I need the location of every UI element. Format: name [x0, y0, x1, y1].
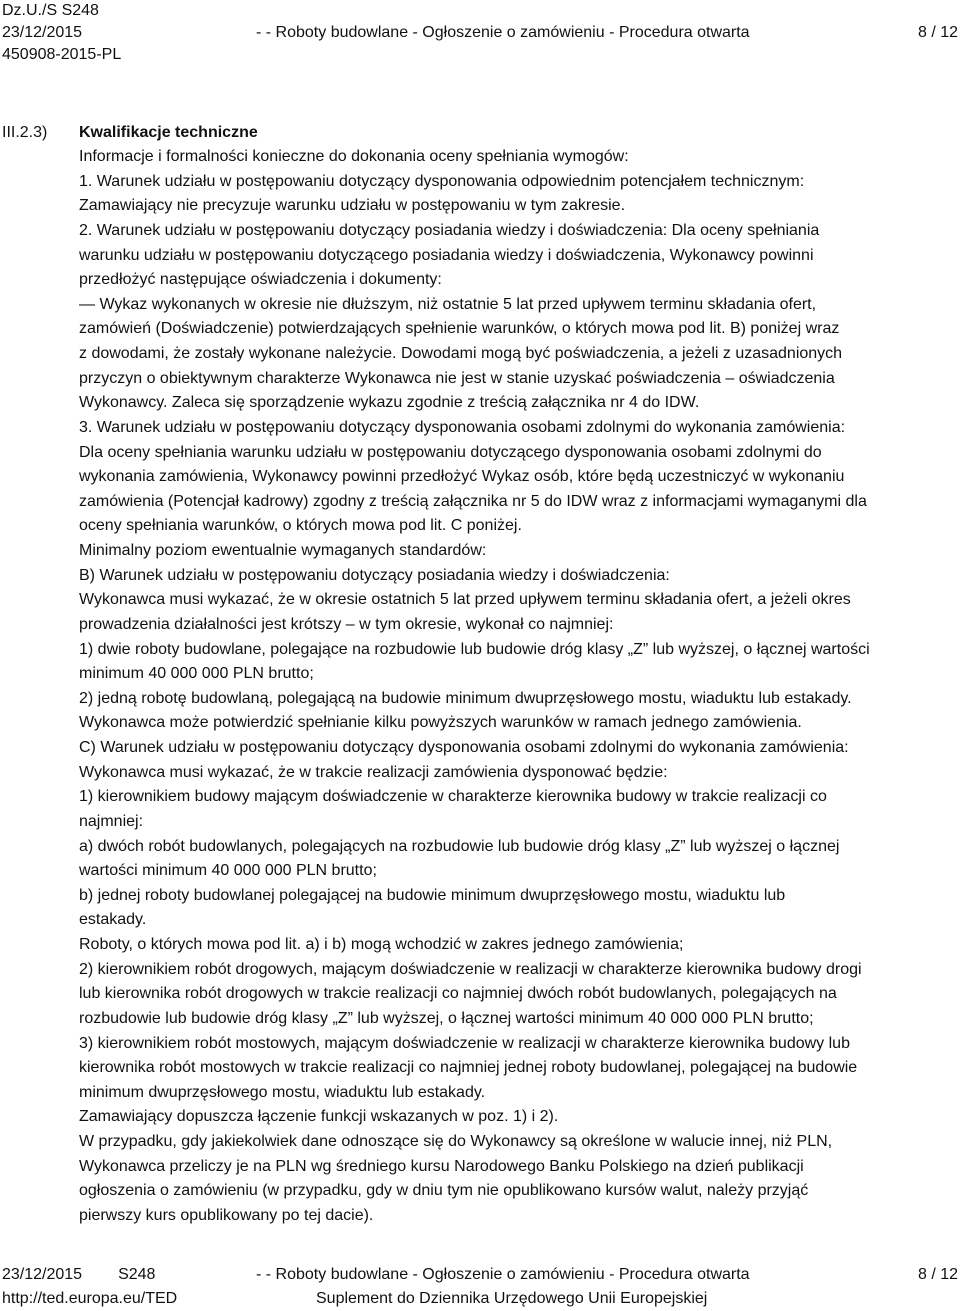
body-line: Wykonawca przeliczy je na PLN wg średniego kursu Narodowego Banku Polskiego na dzień publikacji	[79, 1157, 804, 1175]
body-line: Roboty, o których mowa pod lit. a) i b) mogą wchodzić w zakres jednego zamówienia;	[79, 936, 684, 953]
footer-center-block	[256, 1263, 750, 1311]
body-line: Dla oceny spełniania warunku udziału w postępowaniu dotyczącego dysponowania osobami zdolnymi do	[79, 443, 822, 461]
section-body	[79, 145, 956, 1229]
body-line: Informacje i formalności konieczne do dokonania oceny spełniania wymogów:	[79, 148, 629, 165]
footer-page-number: 8 / 12	[917, 1266, 958, 1283]
body-line: pierwszy kurs opublikowany po tej dacie).	[79, 1206, 374, 1224]
footer-url[interactable]: http://ted.europa.eu/TED	[2, 1290, 178, 1307]
body-line: z dowodami, że zostały wykonane należycie. Dowodami mogą być poświadczenia, a jeżeli z uzasadnionych	[79, 345, 843, 362]
body-line: Zamawiający dopuszcza łączenie funkcji wskazanych w poz. 1) i 2).	[79, 1108, 559, 1126]
body-line: prowadzenia działalności jest krótszy – w tym okresie, wykonał co najmniej:	[79, 615, 614, 633]
body-line: kierownika robót mostowych w trakcie realizacji co najmniej jednej roboty budowlanej, polegającej na budowie	[79, 1059, 858, 1077]
body-line: 1) dwie roboty budowlane, polegające na rozbudowie lub budowie dróg klasy „Z” lub wyższej, o łącznej wartości	[79, 640, 870, 658]
body-line: 2) jedną robotę budowlaną, polegającą na budowie minimum dwuprzęsłowego mostu, wiaduktu lub estakady.	[79, 689, 852, 707]
body-line: zamówień (Doświadczenie) potwierdzających spełnienie warunków, o których mowa pod lit. B) poniżej wraz	[79, 320, 840, 338]
body-line: oceny spełniania warunków, o których mowa pod lit. C poniżej.	[79, 517, 522, 535]
body-line: warunku udziału w postępowaniu dotyczącego posiadania wiedzy i doświadczenia, Wykonawcy powinni	[79, 246, 814, 264]
page-footer	[2, 1263, 958, 1311]
body-line: Wykonawcy. Zaleca się sporządzenie wykazu zgodnie z treścią załącznika nr 4 do IDW.	[79, 394, 700, 412]
body-line: zamówienia (Potencjał kadrowy) zgodny z treścią załącznika nr 5 do IDW wraz z informacjami wymaganymi dla	[79, 492, 867, 510]
body-line: 1. Warunek udziału w postępowaniu dotyczący dysponowania odpowiednim potencjałem technicznym:	[79, 172, 805, 190]
body-line: Wykonawca musi wykazać, że w trakcie realizacji zamówienia dysponować będzie:	[79, 763, 668, 781]
body-line: 3) kierownikiem robót mostowych, mającym doświadczenie w realizacji w charakterze kierownika budowy lub	[79, 1034, 850, 1052]
section-content	[79, 121, 956, 1229]
body-line: wartości minimum 40 000 000 PLN brutto;	[79, 862, 377, 880]
body-line: Wykonawca musi wykazać, że w okresie ostatnich 5 lat przed upływem terminu składania ofert, a jeżeli okres	[79, 591, 851, 609]
body-line: Zamawiający nie precyzuje warunku udziału w postępowaniu w tym zakresie.	[79, 197, 626, 215]
body-line: wykonania zamówienia, Wykonawcy powinni przedłożyć Wykaz osób, które będą uczestniczyć w wykonaniu	[79, 468, 845, 486]
body-line: W przypadku, gdy jakiekolwiek dane odnoszące się do Wykonawcy są określone w walucie innej, niż PLN,	[79, 1133, 833, 1150]
body-line: 2) kierownikiem robót drogowych, mającym doświadczenie w realizacji w charakterze kierownika budowy drogi	[79, 960, 862, 978]
body-line: rozbudowie lub budowie dróg klasy „Z” lub wyższej, o łącznej wartości minimum 40 000 000 PLN brutto;	[79, 1009, 814, 1027]
body-line: przyczyn o obiektywnym charakterze Wykonawca nie jest w stanie uzyskać poświadczenia – oświadczenia	[79, 369, 835, 387]
body-line: minimum 40 000 000 PLN brutto;	[79, 665, 314, 683]
body-line: estakady.	[79, 911, 147, 929]
section-number: III.2.3)	[2, 124, 48, 141]
footer-left-block	[2, 1263, 177, 1311]
journal-reference: Dz.U./S S248	[2, 2, 99, 19]
document-id: 450908-2015-PL	[2, 46, 122, 63]
section-title: Kwalifikacje techniczne	[79, 124, 258, 141]
body-line: C) Warunek udziału w postępowaniu dotyczący dysponowania osobami zdolnymi do wykonania zamówienia:	[79, 739, 849, 756]
body-line: lub kierownika robót drogowych w trakcie realizacji co najmniej dwóch robót budowlanych, polegających na	[79, 985, 837, 1003]
header-title: - - Roboty budowlane - Ogłoszenie o zamówieniu - Procedura otwarta	[256, 24, 750, 41]
body-line: ogłoszenia o zamówieniu (w przypadku, gdy w dniu tym nie opublikowano kursów walut, należy przyjąć	[79, 1182, 809, 1200]
header-page-number: 8 / 12	[917, 24, 958, 41]
body-line: 1) kierownikiem budowy mającym doświadczenie w charakterze kierownika budowy w trakcie realizacji co	[79, 788, 827, 806]
body-line: przedłożyć następujące oświadczenia i dokumenty:	[79, 271, 442, 289]
footer-date: 23/12/2015	[2, 1266, 83, 1283]
body-line: minimum dwuprzęsłowego mostu, wiaduktu lub estakady.	[79, 1083, 486, 1101]
body-line: b) jednej roboty budowlanej polegającej na budowie minimum dwuprzęsłowego mostu, wiaduktu lub	[79, 886, 786, 904]
body-line: — Wykaz wykonanych w okresie nie dłuższym, niż ostatnie 5 lat przed upływem terminu składania ofert,	[79, 295, 817, 313]
header-left-block	[2, 0, 121, 66]
footer-title: - - Roboty budowlane - Ogłoszenie o zamówieniu - Procedura otwarta	[256, 1266, 750, 1283]
body-line: 3. Warunek udziału w postępowaniu dotyczący dysponowania osobami zdolnymi do wykonania zamówienia:	[79, 418, 846, 436]
body-line: 2. Warunek udziału w postępowaniu dotyczący posiadania wiedzy i doświadczenia: Dla oceny spełniania	[79, 221, 820, 239]
body-line: Minimalny poziom ewentualnie wymaganych standardów:	[79, 542, 487, 559]
body-line: Wykonawca może potwierdzić spełnianie kilku powyższych warunków w ramach jednego zamówienia.	[79, 714, 802, 732]
footer-code: S248	[118, 1266, 156, 1283]
page-header	[2, 0, 958, 70]
header-date: 23/12/2015	[2, 24, 83, 41]
footer-supplement: Suplement do Dziennika Urzędowego Unii Europejskiej	[316, 1290, 708, 1307]
body-line: B) Warunek udziału w postępowaniu dotyczący posiadania wiedzy i doświadczenia:	[79, 566, 670, 584]
body-line: a) dwóch robót budowlanych, polegających na rozbudowie lub budowie dróg klasy „Z” lub wyższej o łącznej	[79, 837, 840, 855]
body-line: najmniej:	[79, 812, 144, 830]
